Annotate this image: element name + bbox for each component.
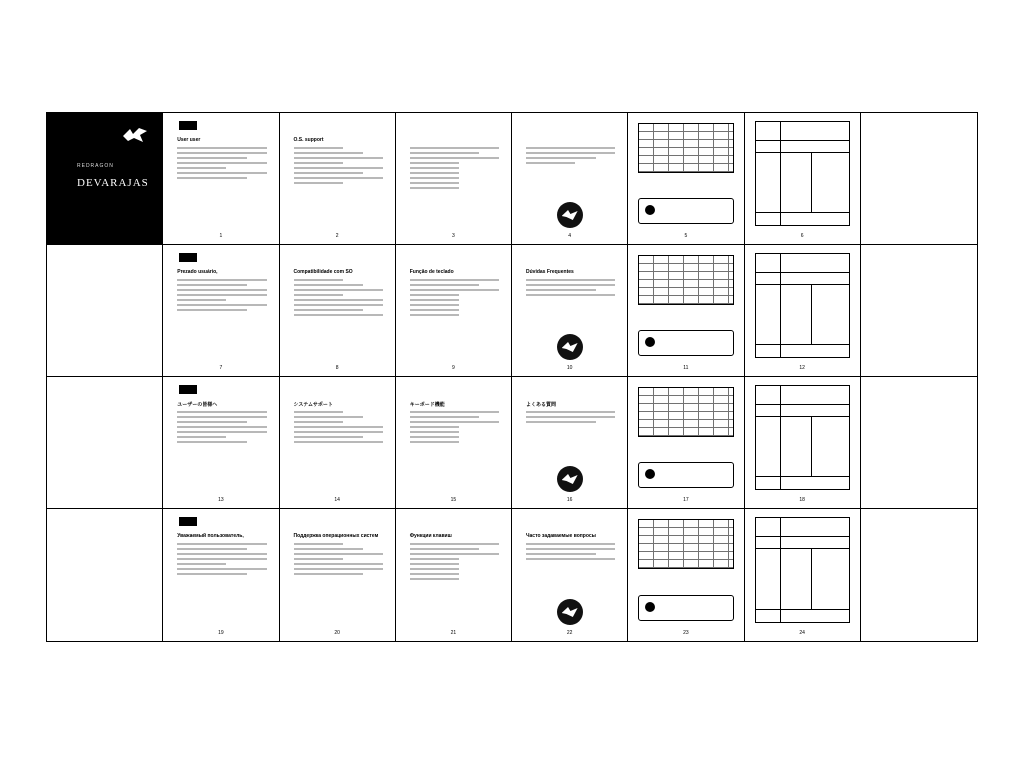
page-7	[163, 245, 279, 377]
page-23	[628, 509, 744, 641]
substance-table	[638, 255, 733, 305]
page-heading: Функции клавиш	[409, 533, 452, 539]
page-14	[280, 377, 396, 509]
body-text-placeholder	[526, 279, 615, 299]
page-9	[396, 245, 512, 377]
body-text-placeholder	[177, 411, 266, 446]
body-text-placeholder	[294, 411, 383, 446]
page-number: 24	[799, 630, 805, 636]
dragon-emblem-icon	[557, 599, 583, 625]
page-15	[396, 377, 512, 509]
page-number: 10	[566, 365, 573, 371]
body-text-placeholder	[410, 543, 499, 583]
page-number: 11	[683, 365, 689, 371]
body-text-placeholder	[294, 543, 383, 578]
notice-box	[638, 462, 733, 488]
model-name: DEVARAJAS	[77, 177, 149, 189]
warranty-card	[755, 517, 850, 623]
page-number: 9	[451, 365, 455, 371]
page-10	[512, 245, 628, 377]
dragon-emblem-icon	[557, 202, 583, 228]
page-5	[628, 113, 744, 245]
page-heading: O.S. support	[293, 137, 324, 143]
page-heading: キーボード機能	[409, 402, 445, 408]
blank-cell	[47, 245, 163, 377]
page-heading: User user	[177, 137, 201, 143]
page-number: 8	[335, 365, 339, 371]
substance-table	[638, 387, 733, 437]
page-number: 14	[334, 497, 340, 503]
page-17	[628, 377, 744, 509]
page-heading: システムサポート	[293, 402, 333, 408]
blank-cell	[861, 113, 977, 245]
page-number: 1	[219, 233, 223, 239]
page-heading: Поддержка операционных систем	[293, 533, 379, 539]
page-number: 2	[335, 233, 339, 239]
body-text-placeholder	[177, 147, 266, 182]
warranty-card	[755, 121, 850, 226]
page-11	[628, 245, 744, 377]
page-1	[163, 113, 279, 245]
page-number: 21	[450, 630, 457, 636]
page-6	[745, 113, 861, 245]
page-number: 12	[799, 365, 805, 371]
page-heading: よくある質問	[526, 402, 557, 408]
brand-name: REDRAGON	[77, 163, 114, 169]
page-24	[745, 509, 861, 641]
notice-box	[638, 595, 733, 621]
page-number: 13	[218, 497, 224, 503]
page-number: 17	[683, 497, 689, 503]
page-number: 7	[219, 365, 223, 371]
body-text-placeholder	[294, 279, 383, 319]
body-text-placeholder	[410, 279, 499, 319]
dragon-emblem-icon	[557, 334, 583, 360]
body-text-placeholder	[177, 543, 266, 578]
blank-cell	[861, 509, 977, 641]
notice-box	[638, 198, 733, 224]
substance-table	[638, 519, 733, 569]
page-number: 19	[218, 630, 224, 636]
page-number: 4	[568, 233, 572, 239]
page-heading: Compatibilidade com SO	[293, 269, 353, 275]
warranty-card	[755, 385, 850, 490]
blank-cell	[47, 509, 163, 641]
page-heading: Prezado usuário,	[177, 269, 218, 275]
cover-page	[47, 113, 163, 245]
body-text-placeholder	[526, 147, 615, 167]
language-tab	[179, 121, 197, 130]
page-3	[396, 113, 512, 245]
page-number: 16	[566, 497, 573, 503]
page-number: 22	[566, 630, 573, 636]
page-number: 3	[451, 233, 455, 239]
page-number: 23	[683, 630, 689, 636]
page-8	[280, 245, 396, 377]
body-text-placeholder	[410, 411, 499, 446]
language-tab	[179, 253, 197, 262]
notice-box	[638, 330, 733, 356]
body-text-placeholder	[177, 279, 266, 314]
body-text-placeholder	[410, 147, 499, 192]
page-number: 20	[334, 630, 340, 636]
page-19	[163, 509, 279, 641]
page-heading: Dúvidas Frequentes	[526, 269, 574, 275]
dragon-emblem-icon	[557, 466, 583, 492]
page-22	[512, 509, 628, 641]
page-number: 5	[684, 233, 688, 239]
page-13	[163, 377, 279, 509]
page-heading: Часто задаваемые вопросы	[526, 533, 596, 539]
page-16	[512, 377, 628, 509]
substance-table	[638, 123, 733, 173]
body-text-placeholder	[526, 411, 615, 426]
page-21	[396, 509, 512, 641]
dragon-logo-icon	[122, 127, 148, 143]
page-12	[745, 245, 861, 377]
page-heading: Função de teclado	[409, 269, 454, 275]
page-number: 18	[799, 497, 805, 503]
page-4	[512, 113, 628, 245]
page-2	[280, 113, 396, 245]
page-heading: Уважаемый пользователь,	[177, 533, 244, 539]
warranty-card	[755, 253, 850, 358]
language-tab	[179, 385, 197, 394]
body-text-placeholder	[294, 147, 383, 187]
language-tab	[179, 517, 197, 526]
page-number: 6	[800, 233, 804, 239]
page-20	[280, 509, 396, 641]
page-18	[745, 377, 861, 509]
page-number: 15	[450, 497, 457, 503]
body-text-placeholder	[526, 543, 615, 563]
blank-cell	[861, 377, 977, 509]
manual-sheet	[46, 112, 978, 642]
blank-cell	[47, 377, 163, 509]
blank-cell	[861, 245, 977, 377]
page-heading: ユーザーの皆様へ	[177, 402, 218, 408]
